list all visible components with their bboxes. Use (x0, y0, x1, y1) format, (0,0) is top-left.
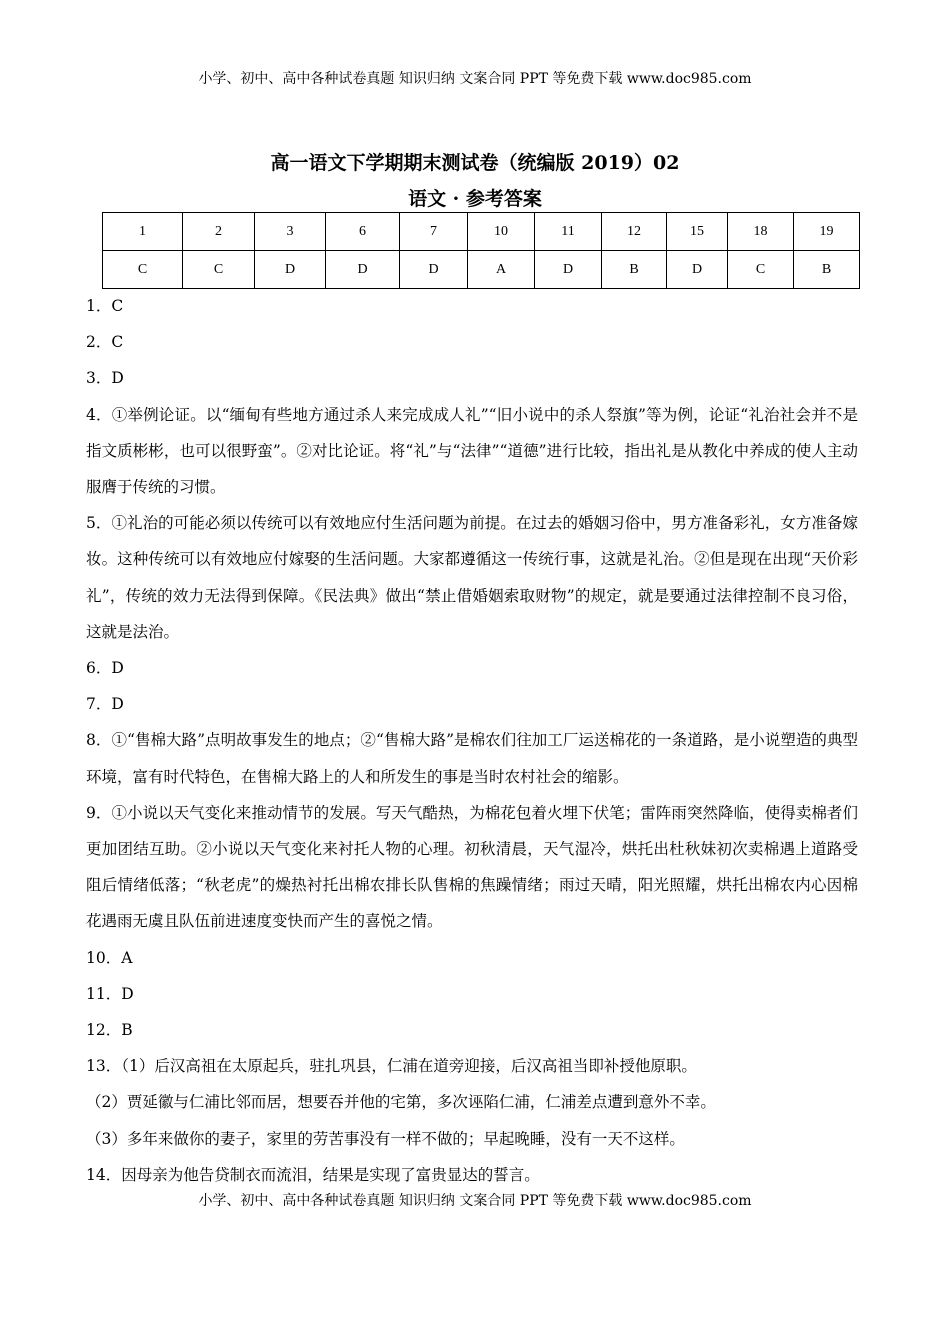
answer-item: 1．C (86, 297, 124, 315)
answer-cell: C (183, 251, 255, 289)
answer-cell: C (728, 251, 794, 289)
question-number-row (103, 213, 860, 251)
answer-item: 10．A (86, 948, 133, 967)
answer-item: 6．D (86, 659, 124, 678)
answer-cell: D (535, 251, 602, 289)
answer-item: 3．D (86, 369, 124, 388)
answer-item: （2）贾延徽与仁浦比邻而居，想要吞并他的宅第，多次诬陷仁浦，仁浦差点遭到意外不幸。 (86, 1093, 716, 1112)
answer-cell: B (794, 251, 860, 289)
page-footer: 小学、初中、高中各种试卷真题 知识归纳 文案合同 PPT 等免费下载 www.doc985.com (198, 1193, 752, 1209)
question-number-cell: 10 (468, 213, 535, 251)
answer-cell: C (103, 251, 183, 289)
answer-row (103, 251, 860, 289)
question-number-cell: 7 (400, 213, 468, 251)
answer-cell: D (667, 251, 728, 289)
question-number-cell: 6 (326, 213, 400, 251)
answer-item: （3）多年来做你的妻子，家里的劳苦事没有一样不做的；早起晚睡，没有一天不这样。 (86, 1129, 685, 1148)
question-number-cell: 12 (602, 213, 667, 251)
answer-item: 14．因母亲为他告贷制衣而流泪，结果是实现了富贵显达的誓言。 (86, 1165, 540, 1184)
page-header: 小学、初中、高中各种试卷真题 知识归纳 文案合同 PPT 等免费下载 www.doc985.com (198, 71, 752, 87)
answer-item: 4．①举例论证。以“缅甸有些地方通过杀人来完成成人礼”“旧小说中的杀人祭旗”等为例，论证“礼治社会并不是指文质彬彬，也可以很野蛮”。②对比论证。将“礼”与“法律”“道德”进行比较，指出礼是从教化中养成的使人主动服膺于传统的习惯。 (86, 405, 858, 497)
answer-item: 9．①小说以天气变化来推动情节的发展。写天气酷热，为棉花包着火埋下伏笔；雷阵雨突然降临，使得卖棉者们更加团结互助。②小说以天气变化来衬托人物的心理。初秋清晨，天气湿冷，烘托出杜秋妹初次卖棉遇上道路受阻后情绪低落；“秋老虎”的燥热衬托出棉农排长队售棉的焦躁情绪；雨过天晴，阳光照耀，烘托出棉农内心因棉花遇雨无虞且队伍前进速度变快而产生的喜悦之情。 (86, 803, 858, 931)
answer-item: 8．①“售棉大路”点明故事发生的地点；②“售棉大路”是棉农们往加工厂运送棉花的一条道路，是小说塑造的典型环境，富有时代特色，在售棉大路上的人和所发生的事是当时农村社会的缩影。 (86, 731, 858, 786)
answer-item: 11．D (86, 984, 134, 1003)
question-number-cell: 15 (667, 213, 728, 251)
question-number-cell: 19 (794, 213, 860, 251)
answer-cell: D (326, 251, 400, 289)
answer-cell: B (602, 251, 667, 289)
question-number-cell: 11 (535, 213, 602, 251)
question-number-cell: 2 (183, 213, 255, 251)
question-number-cell: 1 (103, 213, 183, 251)
answer-cell: D (400, 251, 468, 289)
answer-table (102, 212, 860, 289)
answer-cell: D (255, 251, 326, 289)
answer-cell: A (468, 251, 535, 289)
answer-item: 7．D (86, 695, 124, 714)
answer-item: 2．C (86, 333, 124, 352)
page-title: 高一语文下学期期末测试卷（统编版 2019）02 (270, 152, 680, 174)
answer-item: 12．B (86, 1021, 133, 1040)
question-number-cell: 3 (255, 213, 326, 251)
page-subtitle: 语文 · 参考答案 (408, 188, 542, 210)
answer-item: 5．①礼治的可能必须以传统可以有效地应付生活问题为前提。在过去的婚姻习俗中，男方准备彩礼，女方准备嫁妆。这种传统可以有效地应付嫁娶的生活问题。大家都遵循这一传统行事，这就是礼治。②但是现在出现“天价彩礼”，传统的效力无法得到保障。《民法典》做出“禁止借婚姻索取财物”的规定，就是要通过法律控制不良习俗，这就是法治。 (86, 514, 858, 641)
answer-item: 13．（1）后汉高祖在太原起兵，驻扎巩县，仁浦在道旁迎接，后汉高祖当即补授他原职。 (86, 1057, 697, 1076)
question-number-cell: 18 (728, 213, 794, 251)
answer-list (86, 288, 858, 1193)
